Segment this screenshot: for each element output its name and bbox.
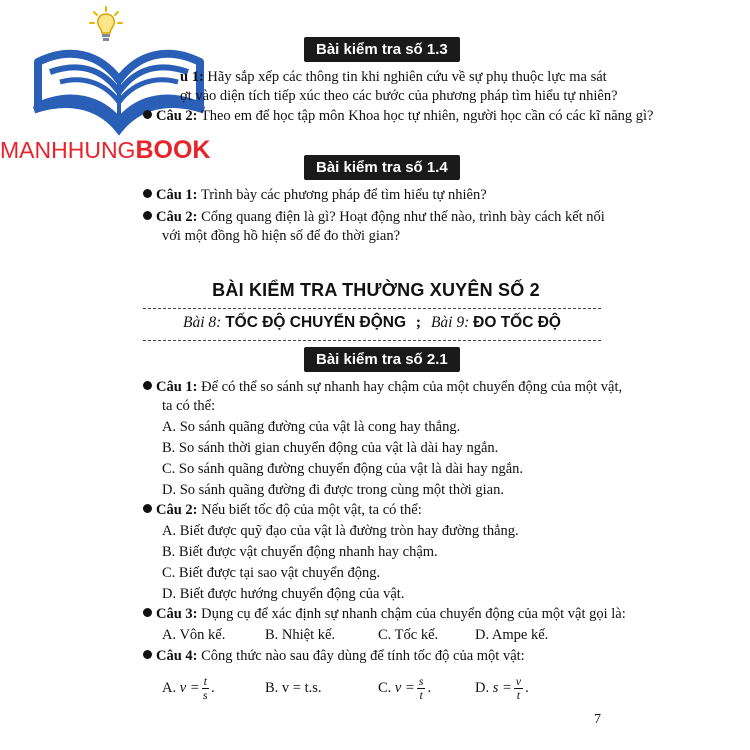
- chapter-subtitle: [143, 314, 601, 332]
- s21-q2-label: Câu 2:: [156, 502, 198, 518]
- bullet-icon: [143, 189, 152, 198]
- s21-q4-option-b: B. v = t.s.: [265, 680, 322, 696]
- sub-separator: ;: [415, 314, 422, 331]
- s21-q4-text: Công thức nào sau đây dùng để tính tốc độ của một vật:: [201, 648, 525, 664]
- q4-c-lhs: v =: [394, 680, 415, 696]
- s13-q1-label: u 1:: [180, 69, 204, 85]
- q4-a-lhs: v =: [179, 680, 200, 696]
- s21-q4-label: Câu 4:: [156, 648, 198, 664]
- q4-c-num: s: [418, 674, 424, 689]
- chapter-title: BÀI KIỂM TRA THƯỜNG XUYÊN SỐ 2: [212, 280, 540, 300]
- s21-q4-option-a: [162, 674, 215, 702]
- bullet-icon: [143, 650, 152, 659]
- sub-bai8-title: TỐC ĐỘ CHUYỂN ĐỘNG: [225, 314, 407, 331]
- page-number: 7: [594, 712, 601, 727]
- bullet-icon: [143, 110, 152, 119]
- s13-q1-line2: ợt vào diện tích tiếp xúc theo các bước của phương pháp tìm hiểu tự nhiên?: [180, 88, 618, 104]
- s21-q1-option-d: D. So sánh quãng đường đi được trong cùng một thời gian.: [162, 482, 504, 498]
- s21-q1-text: Để có thể so sánh sự nhanh hay chậm của một chuyển động của một vật,: [201, 379, 623, 395]
- section-1-3-title: Bài kiểm tra số 1.3: [304, 37, 460, 62]
- s14-q1-label: Câu 1:: [156, 187, 198, 203]
- q4-d-prefix: D.: [475, 680, 490, 696]
- divider-top: [143, 308, 601, 309]
- s21-q3-option-b: B. Nhiệt kế.: [265, 627, 336, 643]
- bullet-icon: [143, 211, 152, 220]
- divider-bottom: [143, 340, 601, 341]
- s21-q2-text: Nếu biết tốc độ của một vật, ta có thể:: [201, 502, 422, 518]
- s21-q4-option-c: [378, 674, 431, 702]
- s21-q2-option-b: B. Biết được vật chuyển động nhanh hay chậm.: [162, 544, 438, 560]
- s21-q1-option-c: C. So sánh quãng đường chuyển động của vật là dài hay ngắn.: [162, 461, 524, 477]
- logo-text: [0, 136, 210, 165]
- q4-d-lhs: s =: [492, 680, 512, 696]
- s21-q1-option-a: A. So sánh quãng đường của vật là cong hay thẳng.: [162, 419, 461, 435]
- q4-d-den: t: [516, 688, 521, 703]
- q4-d-dot: .: [525, 680, 529, 696]
- s14-q2-label: Câu 2:: [156, 209, 198, 225]
- s21-q1-option-b: B. So sánh thời gian chuyển động của vật là dài hay ngắn.: [162, 440, 499, 456]
- bullet-icon: [143, 504, 152, 513]
- s21-q4: [143, 647, 525, 665]
- s13-q2: [143, 107, 653, 125]
- q4-d-num: v: [515, 674, 522, 689]
- section-2-1-title: Bài kiểm tra số 2.1: [304, 347, 460, 372]
- q4-a-den: s: [202, 688, 208, 703]
- s14-q2-line1: [143, 208, 605, 226]
- logo-text-thin: MANHHUNG: [0, 137, 136, 163]
- s13-q1-text: Hãy sắp xếp các thông tin khi nghiên cứu về sự phụ thuộc lực ma sát: [207, 69, 607, 85]
- q4-a-prefix: A.: [162, 680, 177, 696]
- q4-a-num: t: [203, 674, 207, 689]
- bullet-icon: [143, 608, 152, 617]
- s14-q2-line2: với một đồng hồ hiện số để đo thời gian?: [162, 228, 401, 244]
- q4-c-prefix: C.: [378, 680, 392, 696]
- s14-q1-text: Trình bày các phương pháp để tìm hiểu tự nhiên?: [200, 187, 487, 203]
- sub-bai8-label: Bài 8:: [183, 314, 222, 331]
- q4-c-dot: .: [427, 680, 432, 696]
- s13-q2-text: Theo em để học tập môn Khoa học tự nhiên, người học cần có các kĩ năng gì?: [200, 108, 654, 124]
- s21-q3-option-d: D. Ampe kế.: [475, 627, 549, 643]
- s13-q1-line1: [180, 68, 607, 86]
- s21-q3-option-c: C. Tốc kế.: [378, 627, 439, 643]
- sub-bai9-label: Bài 9:: [430, 314, 470, 331]
- logo-text-bold: BOOK: [135, 136, 211, 164]
- s14-q2-text: Cổng quang điện là gì? Hoạt động như thế nào, trình bày cách kết nối: [201, 209, 605, 225]
- bullet-icon: [143, 381, 152, 390]
- s21-q2: [143, 501, 422, 519]
- s21-q2-option-a: A. Biết được quỹ đạo của vật là đường tròn hay đường thẳng.: [162, 523, 519, 539]
- q4-c-fraction: [417, 675, 426, 702]
- section-1-4-title: Bài kiểm tra số 1.4: [304, 155, 460, 180]
- s13-q2-label: Câu 2:: [156, 108, 198, 124]
- s21-q3-option-a: A. Vôn kế.: [162, 627, 226, 643]
- s21-q2-option-d: D. Biết được hướng chuyển động của vật.: [162, 586, 405, 602]
- s21-q4-option-d: [475, 674, 529, 702]
- s14-q1: [143, 186, 487, 204]
- s21-q3: [143, 605, 626, 623]
- s21-q3-label: Câu 3:: [156, 606, 198, 622]
- q4-d-fraction: [514, 675, 523, 702]
- q4-a-dot: .: [210, 680, 215, 696]
- s21-q1-line2: ta có thể:: [162, 398, 216, 414]
- sub-bai9-title: ĐO TỐC ĐỘ: [473, 314, 561, 331]
- q4-c-den: t: [419, 688, 423, 703]
- s21-q2-option-c: C. Biết được tại sao vật chuyển động.: [162, 565, 381, 581]
- s21-q1-line1: [143, 378, 622, 396]
- q4-a-fraction: [202, 675, 209, 702]
- s21-q3-text: Dụng cụ để xác định sự nhanh chậm của chuyển động của một vật gọi là:: [201, 606, 626, 622]
- s21-q1-label: Câu 1:: [156, 379, 198, 395]
